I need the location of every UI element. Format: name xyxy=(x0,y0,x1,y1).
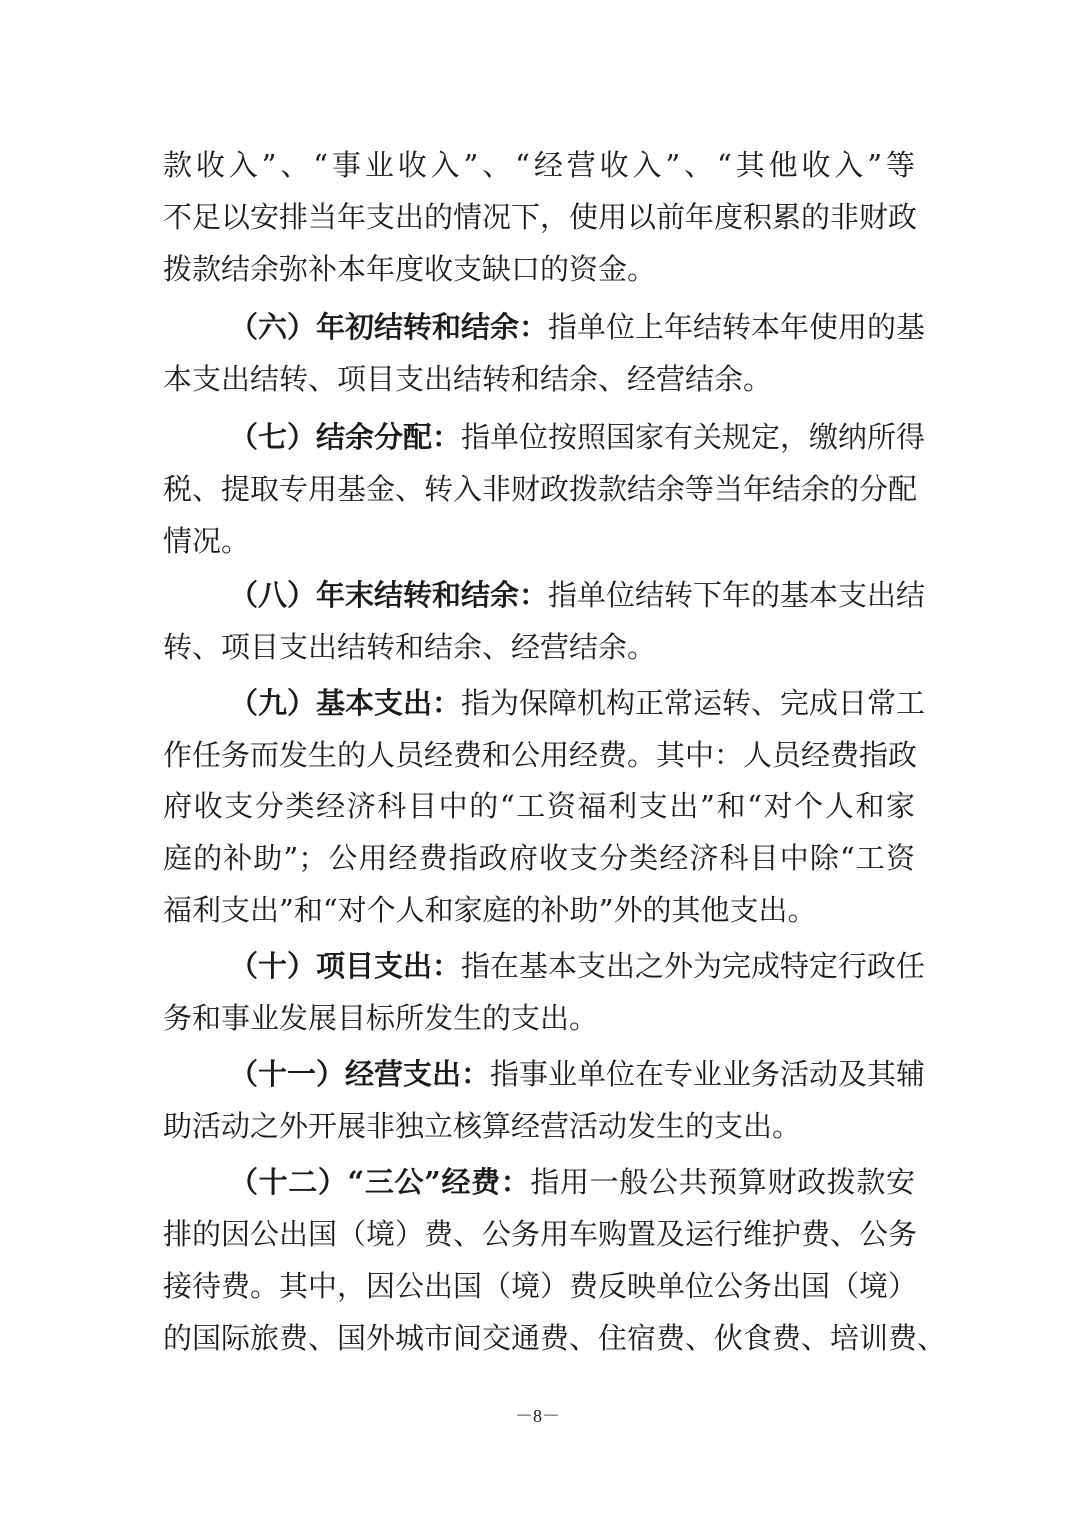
section-line: （十一）经营支出：指事业单位在专业业务活动及其辅 xyxy=(229,1057,926,1091)
text-line: 本支出结转、项目支出结转和结余、经营结余。 xyxy=(163,362,773,396)
section-line: （九）基本支出：指为保障机构正常运转、完成日常工 xyxy=(229,686,926,720)
section-heading: （九）基本支出： xyxy=(229,686,462,720)
text-line: 排的因公出国（境）费、公务用车购置及运行维护费、公务 xyxy=(163,1217,918,1251)
text-line: 助活动之外开展非独立核算经营活动发生的支出。 xyxy=(163,1109,802,1143)
text-line: 不足以安排当年支出的情况下，使用以前年度积累的非财政 xyxy=(163,200,918,234)
section-line: （十二）“三公”经费：指用一般公共预算财政拨款安 xyxy=(229,1165,915,1199)
text-line: 款收入”、“事业收入”、“经营收入”、“其他收入”等 xyxy=(163,148,915,182)
text-line: 的国际旅费、国外城市间交通费、住宿费、伙食费、培训费、 xyxy=(163,1321,947,1355)
section-heading: （十）项目支出： xyxy=(229,949,462,983)
text-line: 作任务而发生的人员经费和公用经费。其中：人员经费指政 xyxy=(163,738,918,772)
section-heading: （十一）经营支出： xyxy=(229,1057,491,1091)
text-line: 务和事业发展目标所发生的支出。 xyxy=(163,1001,599,1035)
section-line: （七）结余分配：指单位按照国家有关规定，缴纳所得 xyxy=(229,420,926,454)
text-line: 情况。 xyxy=(163,524,251,558)
text-line: 府收支分类经济科目中的“工资福利支出”和“对个人和家 xyxy=(163,789,915,823)
section-line: （八）年末结转和结余：指单位结转下年的基本支出结 xyxy=(229,578,926,612)
section-line: （六）年初结转和结余：指单位上年结转本年使用的基 xyxy=(229,310,926,344)
section-heading: （七）结余分配： xyxy=(229,420,462,454)
section-line: （十）项目支出：指在基本支出之外为完成特定行政任 xyxy=(229,949,926,983)
section-heading: （十二）“三公”经费： xyxy=(229,1165,531,1199)
text-line: 庭的补助”；公用经费指政府收支分类经济科目中除“工资 xyxy=(163,841,915,875)
section-heading: （八）年末结转和结余： xyxy=(229,578,549,612)
text-line: 转、项目支出结转和结余、经营结余。 xyxy=(163,630,657,664)
section-heading: （六）年初结转和结余： xyxy=(229,310,549,344)
page-number: －8－ xyxy=(515,1406,560,1426)
text-line: 接待费。其中，因公出国（境）费反映单位公务出国（境） xyxy=(163,1269,918,1303)
text-line: 税、提取专用基金、转入非财政拨款结余等当年结余的分配 xyxy=(163,472,918,506)
text-line: 福利支出”和“对个人和家庭的补助”外的其他支出。 xyxy=(163,893,817,927)
text-line: 拨款结余弥补本年度收支缺口的资金。 xyxy=(163,252,657,286)
